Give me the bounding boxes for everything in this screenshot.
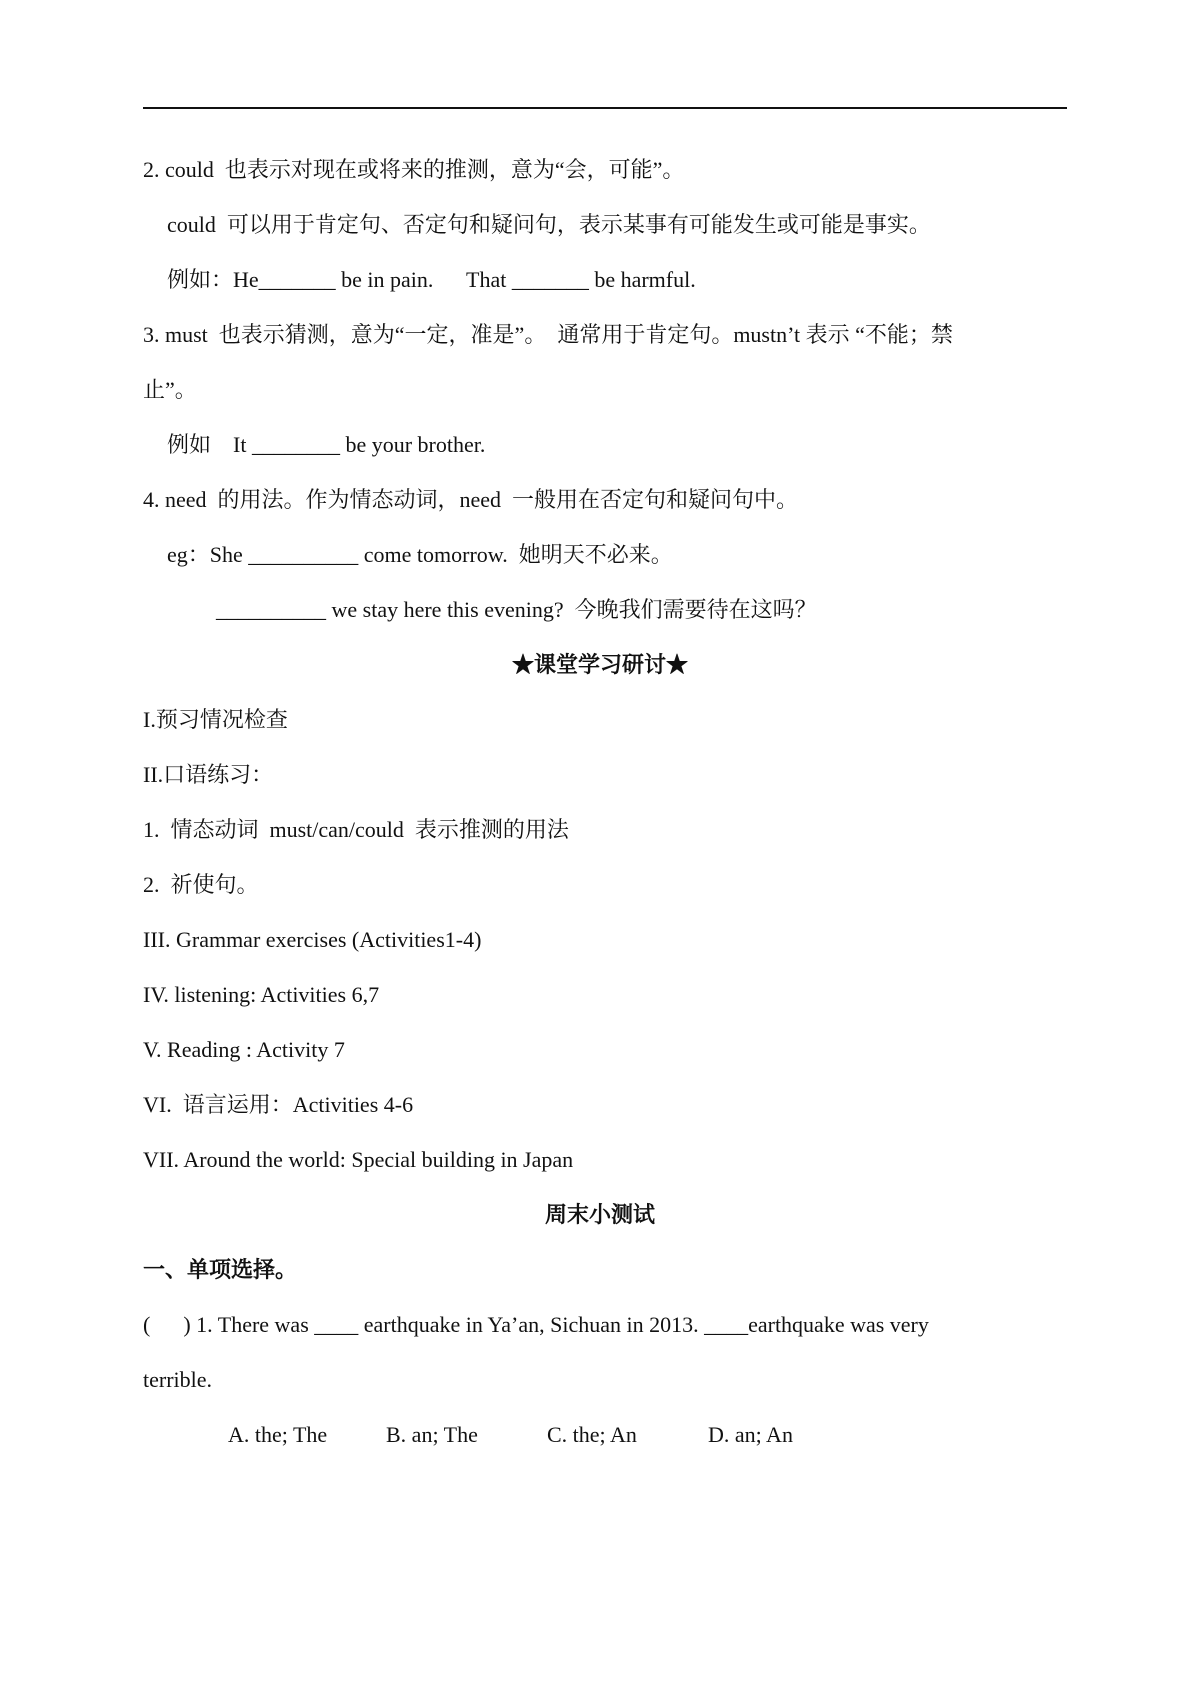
section-heading-classroom: ★课堂学习研讨★ (511, 652, 688, 677)
text-line-could-2: could 可以用于肯定句、否定句和疑问句，表示某事有可能发生或可能是事实。 (167, 212, 931, 237)
example-need-1: eg：She __________ come tomorrow. 她明天不必来。 (167, 542, 673, 567)
question-1-continued: terrible. (143, 1367, 213, 1392)
section-heading-multiple-choice: 一、单项选择。 (143, 1257, 298, 1282)
section-heading-weekend-quiz: 周末小测试 (544, 1202, 655, 1227)
item-preview-check: I.预习情况检查 (143, 707, 288, 732)
option-d: D. an; An (708, 1422, 793, 1447)
example-must: 例如 It ________ be your brother. (167, 432, 486, 457)
item-reading: V. Reading : Activity 7 (143, 1037, 345, 1062)
example-need-2: __________ we stay here this evening? 今晚我们需要待在这吗？ (216, 597, 817, 622)
option-a: A. the; The (228, 1422, 328, 1447)
item-modal-verbs: 1. 情态动词 must/can/could 表示推测的用法 (143, 817, 569, 842)
text-line-could-1: 2. could 也表示对现在或将来的推测，意为“会，可能”。 (143, 157, 685, 182)
text-line-need: 4. need 的用法。作为情态动词，need 一般用在否定句和疑问句中。 (143, 487, 799, 512)
text-line-must-1: 3. must 也表示猜测，意为“一定，准是”。 通常用于肯定句。mustn’t 表示 “不能；禁 (143, 322, 953, 347)
text-line-must-2: 止”。 (143, 377, 197, 402)
example-could: 例如：He_______ be in pain. That _______ be harmful. (167, 267, 696, 292)
header-rule (143, 107, 1067, 109)
item-grammar: III. Grammar exercises (Activities1-4) (143, 927, 482, 952)
item-listening: IV. listening: Activities 6,7 (143, 982, 380, 1007)
item-imperatives: 2. 祈使句。 (143, 872, 259, 897)
question-1: ( ) 1. There was ____ earthquake in Ya’an, Sichuan in 2013. ____earthquake was very (143, 1312, 929, 1337)
item-language-use: VI. 语言运用：Activities 4-6 (143, 1092, 414, 1117)
option-b: B. an; The (386, 1422, 478, 1447)
option-c: C. the; An (547, 1422, 637, 1447)
item-oral-practice: II.口语练习： (143, 762, 274, 787)
item-around-world: VII. Around the world: Special building in Japan (143, 1147, 574, 1172)
